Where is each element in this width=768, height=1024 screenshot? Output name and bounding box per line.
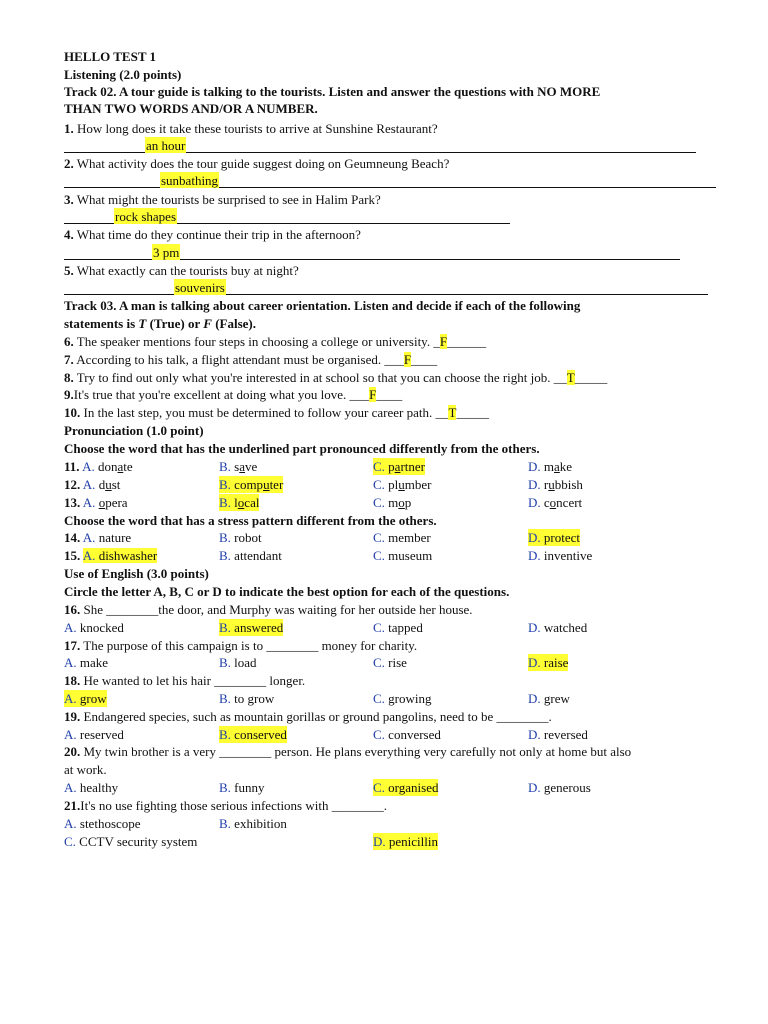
question-19: 19. Endangered species, such as mountain gorillas or ground pangolins, need to be ________. [64, 709, 552, 724]
answer-2: sunbathing [161, 173, 219, 188]
answer-6: F [439, 334, 448, 349]
question-17-options: A. make B. load C. rise D. raise [64, 655, 569, 670]
question-9: 9.It's true that you're excellent at doing what you love. ___F____ [64, 387, 403, 402]
correct-option: B. conserved [219, 727, 287, 742]
question-17: 17. The purpose of this campaign is to ________ money for charity. [64, 638, 418, 653]
question-18: 18. He wanted to let his hair ________ longer. [64, 673, 306, 688]
correct-option: D. protect [528, 530, 580, 545]
question-20-cont: at work. [64, 762, 107, 777]
question-7: 7. According to his talk, a flight attendant must be organised. ___F____ [64, 352, 438, 367]
correct-option: C. partner [373, 459, 425, 474]
correct-option: C. organised [373, 780, 439, 795]
question-10: 10. In the last step, you must be determined to follow your career path. __T_____ [64, 405, 489, 420]
track02-instruction-2: THAN TWO WORDS AND/OR A NUMBER. [64, 101, 318, 116]
question-21: 21.It's no use fighting those serious infections with ________. [64, 798, 387, 813]
track02-instruction-1: Track 02. A tour guide is talking to the tourists. Listen and answer the questions with NO MORE [64, 84, 601, 99]
stress-instruction: Choose the word that has a stress pattern different from the others. [64, 513, 437, 528]
correct-option: A. grow [64, 691, 107, 706]
question-16-options: A. knocked B. answered C. tapped D. watched [64, 620, 588, 635]
question-3: 3. What might the tourists be surprised to see in Halim Park? [64, 192, 381, 207]
question-12-options: 12. A. dust B. computer C. plumber D. rubbish [64, 477, 583, 492]
correct-option: D. penicillin [373, 834, 438, 849]
pronunciation-instruction: Choose the word that has the underlined part pronounced differently from the others. [64, 441, 540, 456]
question-18-options: A. grow B. to grow C. growing D. grew [64, 691, 570, 706]
pronunciation-heading: Pronunciation (1.0 point) [64, 423, 204, 438]
use-of-english-heading: Use of English (3.0 points) [64, 566, 209, 581]
question-14-options: 14. A. nature B. robot C. member D. protect [64, 530, 580, 545]
question-15-options: 15. A. dishwasher B. attendant C. museum D. inventive [64, 548, 593, 563]
question-8: 8. Try to find out only what you're interested in at school so that you can choose the right job. __T_____ [64, 370, 608, 385]
use-of-english-instruction: Circle the letter A, B, C or D to indicate the best option for each of the questions. [64, 584, 510, 599]
question-13-options: 13. A. opera B. local C. mop D. concert [64, 495, 583, 510]
question-6: 6. The speaker mentions four steps in choosing a college or university. _F______ [64, 334, 487, 349]
listening-heading: Listening (2.0 points) [64, 67, 182, 82]
answer-3: rock shapes [115, 209, 177, 224]
track03-instruction-2: statements is T (True) or F (False). [64, 316, 256, 331]
test-title: HELLO TEST 1 [64, 49, 157, 64]
question-2: 2. What activity does the tour guide suggest doing on Geumneung Beach? [64, 156, 450, 171]
question-19-options: A. reserved B. conserved C. conversed D. reversed [64, 727, 588, 742]
answer-9: F [369, 387, 377, 402]
answer-4: 3 pm [153, 245, 180, 260]
answer-1: an hour [146, 138, 186, 153]
question-21-options-cd: C. CCTV security system D. penicillin [64, 834, 438, 849]
correct-option: B. local [219, 495, 260, 510]
answer-line-5 [64, 294, 708, 295]
answer-8: T [566, 370, 575, 385]
correct-option: D. raise [528, 655, 569, 670]
correct-option: A. dishwasher [82, 548, 158, 563]
correct-option: B. answered [219, 620, 284, 635]
answer-7: F [403, 352, 412, 367]
question-5: 5. What exactly can the tourists buy at night? [64, 263, 299, 278]
answer-5: souvenirs [175, 280, 225, 295]
correct-option: B. computer [219, 477, 284, 492]
question-20-options: A. healthy B. funny C. organised D. generous [64, 780, 591, 795]
question-21-options-ab: A. stethoscope B. exhibition [64, 816, 287, 831]
question-20: 20. My twin brother is a very ________ person. He plans everything very carefully not only at home but also [64, 744, 632, 759]
answer-10: T [448, 405, 457, 420]
question-1: 1. How long does it take these tourists to arrive at Sunshine Restaurant? [64, 121, 438, 136]
question-4: 4. What time do they continue their trip in the afternoon? [64, 227, 361, 242]
track03-instruction-1: Track 03. A man is talking about career orientation. Listen and decide if each of the following [64, 298, 581, 313]
question-16: 16. She ________the door, and Murphy was waiting for her outside her house. [64, 602, 473, 617]
question-11-options: 11. A. donate B. save C. partner D. make [64, 459, 573, 474]
